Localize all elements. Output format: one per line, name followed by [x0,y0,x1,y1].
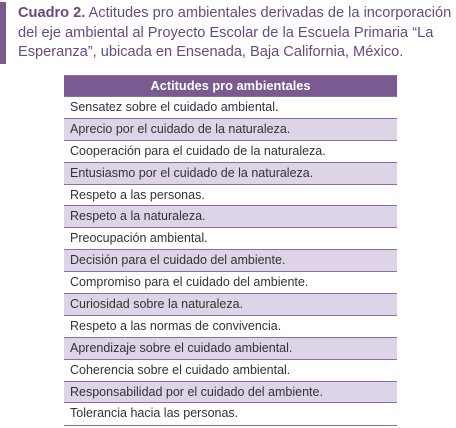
caption-label: Cuadro 2. [18,5,86,21]
table-row: Coherencia sobre el cuidado ambiental. [64,360,397,382]
table-row: Responsabilidad por el cuidado del ambiente. [64,382,397,404]
table-row: Preocupación ambiental. [64,228,397,250]
table-row: Aprecio por el cuidado de la naturaleza. [64,119,397,141]
table-row: Respeto a la naturaleza. [64,206,397,228]
table-row: Sensatez sobre el cuidado ambiental. [64,97,397,119]
table-row: Entusiasmo por el cuidado de la naturaleza. [64,163,397,185]
table-row: Respeto a las normas de convivencia. [64,316,397,338]
table-row: Respeto a las personas. [64,185,397,207]
table-row: Curiosidad sobre la naturaleza. [64,294,397,316]
table-row: Tolerancia hacia las personas. [64,403,397,425]
attitudes-table [64,75,397,426]
table-row: Compromiso para el cuidado del ambiente. [64,272,397,294]
table-row: Cooperación para el cuidado de la naturaleza. [64,141,397,163]
table-header: Actitudes pro ambientales [64,76,397,97]
caption-text: Actitudes pro ambientales derivadas de la incorporación del eje ambiental al Proyecto Escolar de la Escuela Primaria “La Esperanza”, ubicada en Ensenada, Baja California, México. [18,5,452,60]
table-row: Decisión para el cuidado del ambiente. [64,250,397,272]
table-row: Aprendizaje sobre el cuidado ambiental. [64,338,397,360]
table-caption [0,2,456,64]
